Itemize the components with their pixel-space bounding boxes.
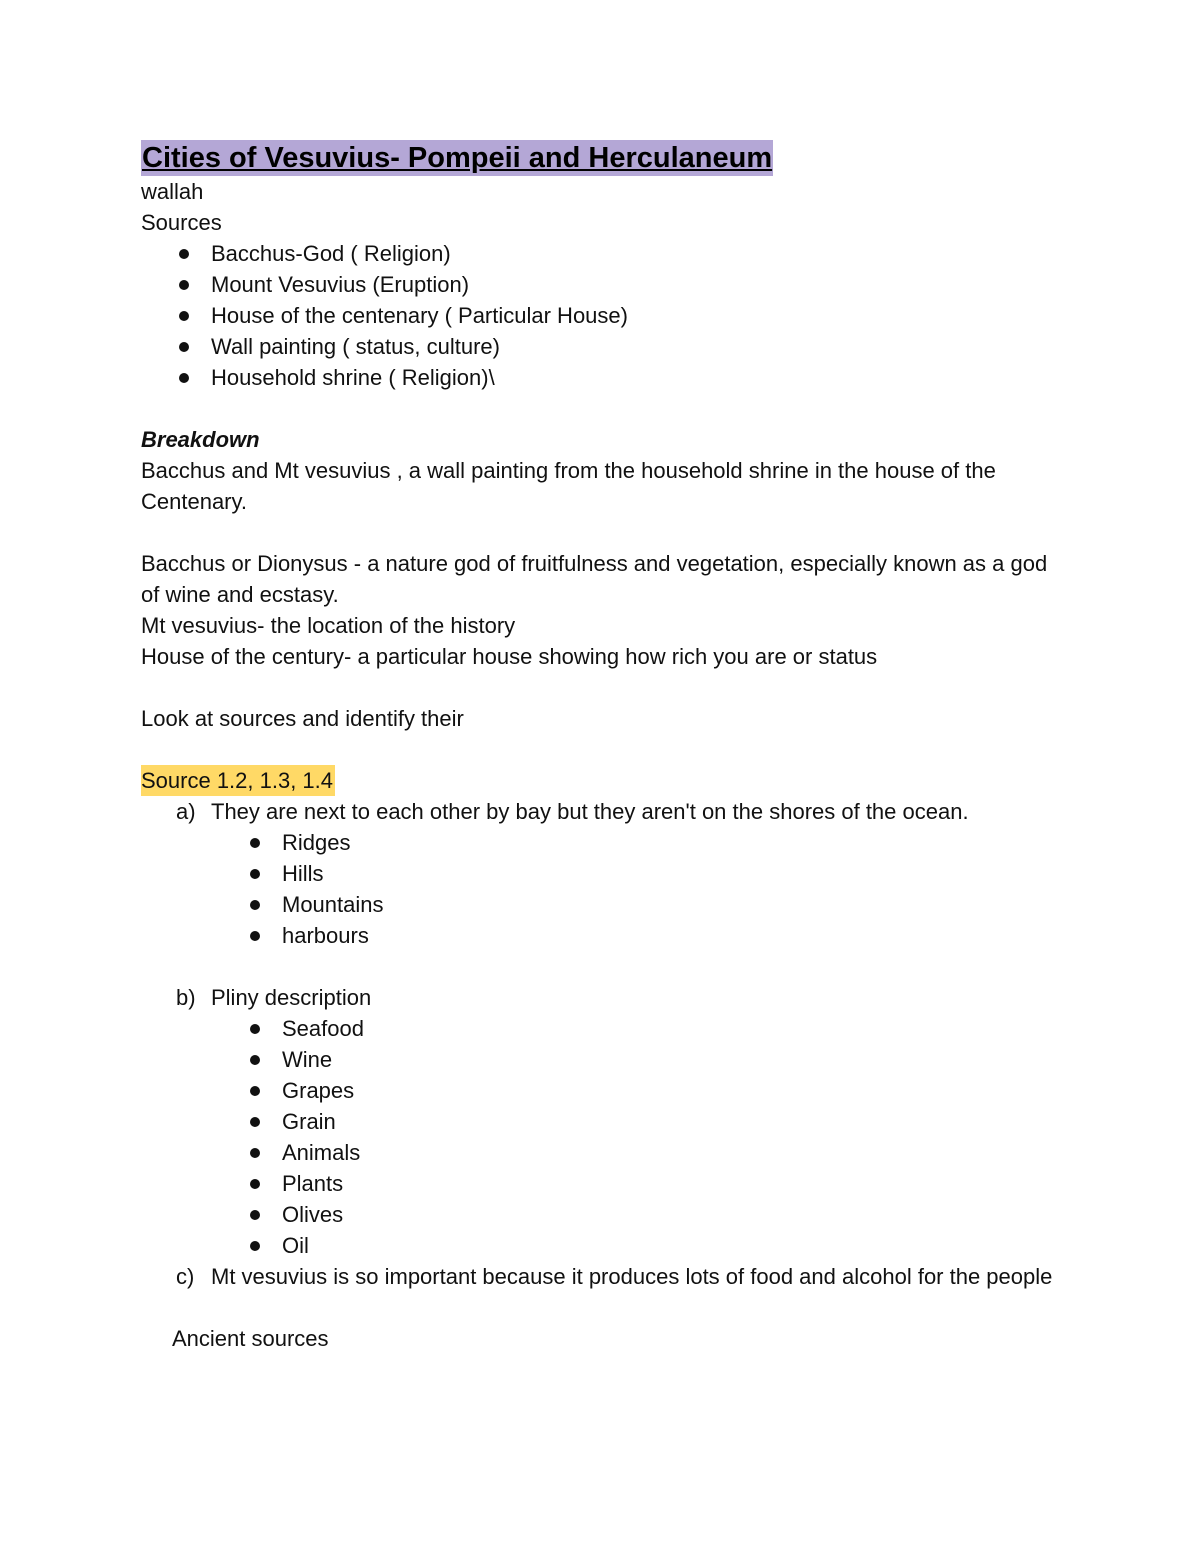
list-item: Mount Vesuvius (Eruption) xyxy=(141,269,1061,300)
list-marker: a) xyxy=(176,799,196,824)
sources-list xyxy=(141,238,1061,393)
ancient-sources-line: Ancient sources xyxy=(172,1326,329,1351)
bullet-icon xyxy=(250,1024,260,1034)
bullet-icon xyxy=(179,342,189,352)
list-item: Olives xyxy=(141,1199,1061,1230)
list-item: Wall painting ( status, culture) xyxy=(141,331,1061,362)
house-line: House of the century- a particular house showing how rich you are or status xyxy=(141,644,878,669)
bullet-icon xyxy=(179,249,189,259)
source-ref-line xyxy=(141,765,1061,796)
bullet-icon xyxy=(250,1117,260,1127)
sources-heading: Sources xyxy=(141,210,222,235)
list-item-text: Mt vesuvius is so important because it produces lots of food and alcohol for the people xyxy=(211,1264,1053,1289)
list-item: Ridges xyxy=(141,827,1061,858)
list-item: Grapes xyxy=(141,1075,1061,1106)
bullet-icon xyxy=(179,311,189,321)
list-item: Bacchus-God ( Religion) xyxy=(141,238,1061,269)
bullet-icon xyxy=(250,900,260,910)
list-marker: c) xyxy=(176,1264,195,1289)
bullet-icon xyxy=(250,1241,260,1251)
spacer xyxy=(141,951,1061,982)
list-item: Mountains xyxy=(141,889,1061,920)
list-item: Grain xyxy=(141,1106,1061,1137)
bullet-icon xyxy=(250,1055,260,1065)
spacer xyxy=(141,393,1061,424)
list-item-a xyxy=(141,796,1061,827)
bullet-icon xyxy=(250,931,260,941)
title-line xyxy=(141,140,1061,176)
spacer xyxy=(141,672,1061,703)
breakdown-heading: Breakdown xyxy=(141,427,260,452)
document-title: Cities of Vesuvius- Pompeii and Herculaneum xyxy=(142,142,773,174)
list-marker: b) xyxy=(176,985,196,1010)
list-item-c xyxy=(141,1261,1061,1292)
bullet-icon xyxy=(250,838,260,848)
list-item: Wine xyxy=(141,1044,1061,1075)
list-item: Animals xyxy=(141,1137,1061,1168)
bullet-icon xyxy=(250,869,260,879)
list-item: Household shrine ( Religion)\ xyxy=(141,362,1061,393)
list-item: House of the centenary ( Particular House) xyxy=(141,300,1061,331)
spacer xyxy=(141,517,1061,548)
item-a-bullets xyxy=(141,827,1061,951)
look-line: Look at sources and identify their xyxy=(141,706,464,731)
bullet-icon xyxy=(250,1086,260,1096)
bullet-icon xyxy=(179,373,189,383)
item-b-bullets xyxy=(141,1013,1061,1261)
list-item: harbours xyxy=(141,920,1061,951)
bullet-icon xyxy=(250,1179,260,1189)
list-item-b xyxy=(141,982,1061,1013)
list-item: Oil xyxy=(141,1230,1061,1261)
list-item: Seafood xyxy=(141,1013,1061,1044)
bullet-icon xyxy=(250,1148,260,1158)
document-page xyxy=(141,140,1061,1354)
spacer xyxy=(141,1292,1061,1323)
breakdown-paragraph: Bacchus and Mt vesuvius , a wall painting from the household shrine in the house of the Centenary. xyxy=(141,458,996,514)
list-item-text: They are next to each other by bay but they aren't on the shores of the ocean. xyxy=(211,799,969,824)
list-item: Hills xyxy=(141,858,1061,889)
bullet-icon xyxy=(250,1210,260,1220)
bacchus-paragraph: Bacchus or Dionysus - a nature god of fruitfulness and vegetation, especially known as a god of wine and ecstasy. xyxy=(141,551,1048,607)
list-item: Plants xyxy=(141,1168,1061,1199)
vesuvius-line: Mt vesuvius- the location of the history xyxy=(141,613,516,638)
spacer xyxy=(141,734,1061,765)
list-item-text: Pliny description xyxy=(211,985,372,1010)
subtitle-line: wallah xyxy=(141,179,204,204)
bullet-icon xyxy=(179,280,189,290)
source-ref-highlight: Source 1.2, 1.3, 1.4 xyxy=(141,765,335,796)
